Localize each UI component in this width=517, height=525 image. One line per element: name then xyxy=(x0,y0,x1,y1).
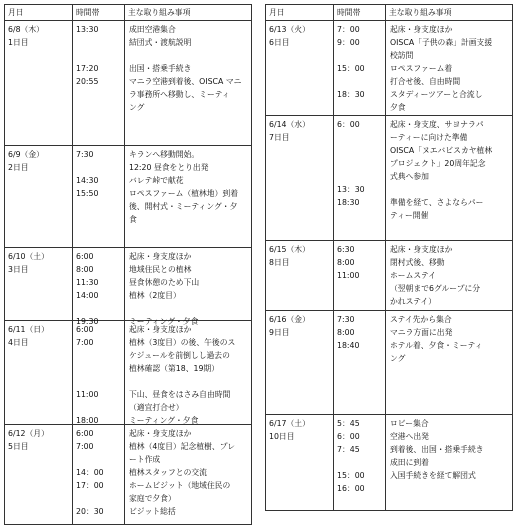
activity-cell xyxy=(125,425,251,524)
day-row xyxy=(5,146,251,248)
time-value: 18:00 xyxy=(76,416,99,425)
spacer xyxy=(129,49,249,62)
time-value: 15：00 xyxy=(337,64,365,73)
day-date: 6/12（月） xyxy=(8,429,49,438)
activity-line: 植林（4度目）記念植樹、プレ xyxy=(129,442,236,451)
spacer xyxy=(76,349,124,362)
activity-cell xyxy=(386,311,512,414)
activity-line: ホームステイ xyxy=(390,271,437,280)
activity-line: ング xyxy=(129,103,145,112)
time-value: 6:00 xyxy=(76,252,94,261)
activity-line: 植林（3度目）の後、午後のス xyxy=(129,338,236,347)
activity-line: 植林（2度目） xyxy=(129,291,181,300)
schedule-table-right xyxy=(265,4,513,511)
day-label: 7日目 xyxy=(269,133,290,142)
activity-line: ーティーに向けた準備 xyxy=(390,133,468,142)
spacer xyxy=(76,49,124,62)
day-row xyxy=(5,21,251,146)
time-value: 19:30 xyxy=(76,317,99,326)
day-date: 6/15（木） xyxy=(269,245,310,254)
day-label: 10日目 xyxy=(269,432,295,441)
day-row xyxy=(266,116,512,241)
activity-line: ミーティング・夕食 xyxy=(129,416,199,425)
time-cell xyxy=(334,21,386,115)
activity-line: 起床・身支度ほか xyxy=(129,252,192,261)
time-value: 18:30 xyxy=(337,198,360,207)
activity-line: 式典へ参加 xyxy=(390,172,429,181)
time-value: 5：45 xyxy=(337,419,360,428)
activity-line: 出国・搭乗手続き xyxy=(129,64,192,73)
activity-cell xyxy=(125,146,251,247)
activity-line: 入国手続きを経て解団式 xyxy=(390,471,476,480)
activity-line: 結団式・渡航説明 xyxy=(129,38,192,47)
day-label: 8日目 xyxy=(269,258,290,267)
time-value: 14:00 xyxy=(76,291,99,300)
spacer xyxy=(337,170,385,183)
day-cell xyxy=(5,425,73,524)
day-row xyxy=(266,415,512,510)
header-time: 時間帯 xyxy=(73,5,125,20)
activity-cell xyxy=(125,248,251,326)
day-cell xyxy=(5,321,73,424)
activity-cell xyxy=(386,21,512,115)
spacer xyxy=(76,401,124,414)
day-cell xyxy=(266,311,334,414)
time-value: 9：00 xyxy=(337,38,360,47)
activity-line: ロペスファーム着 xyxy=(390,64,453,73)
time-value: 7：00 xyxy=(337,25,360,34)
activity-line: 閉村式後、移動 xyxy=(390,258,445,267)
time-cell xyxy=(334,311,386,414)
time-value: 7：45 xyxy=(337,445,360,454)
time-value: 7:00 xyxy=(76,442,94,451)
activity-line: 起床・身支度ほか xyxy=(129,325,192,334)
day-cell xyxy=(5,248,73,320)
day-cell xyxy=(5,21,73,145)
header-activity: 主な取り組み事項 xyxy=(128,8,191,17)
time-cell xyxy=(73,146,125,247)
activity-line: ホテル着、夕食・ミーティ xyxy=(390,341,483,350)
activity-line: 打合せ後、自由時間 xyxy=(390,77,461,86)
activity-line: ケジュールを前倒しし過去の xyxy=(129,351,230,360)
activity-line: ロペスファーム（植林地）到着 xyxy=(129,189,238,198)
spacer xyxy=(337,49,385,62)
table-header xyxy=(266,5,512,21)
spacer xyxy=(337,456,385,469)
activity-line: 後、開村式・ミーティング・夕 xyxy=(129,202,238,211)
day-label: 2日目 xyxy=(8,163,29,172)
activity-cell xyxy=(125,321,251,424)
activity-line: ホームビジット（地域住民の xyxy=(129,481,231,490)
day-row xyxy=(5,248,251,326)
time-cell xyxy=(334,415,386,510)
header-activity: 主な取り組み事項 xyxy=(389,8,452,17)
activity-line: ート作成 xyxy=(129,455,161,464)
activity-line: かれステイ） xyxy=(390,297,437,306)
spacer xyxy=(76,453,124,466)
activity-line: ラ事務所へ移動し、ミーティ xyxy=(129,90,230,99)
activity-line: 準備を経て、さよならパー xyxy=(390,198,484,207)
time-value: 6：00 xyxy=(337,432,360,441)
time-value: 18：30 xyxy=(337,90,365,99)
spacer xyxy=(337,131,385,144)
day-date: 6/13（火） xyxy=(269,25,310,34)
day-row xyxy=(266,311,512,415)
day-cell xyxy=(266,415,334,510)
activity-line: 昼食休憩のため下山 xyxy=(129,278,200,287)
activity-line: 成田空港集合 xyxy=(129,25,176,34)
day-cell xyxy=(266,21,334,115)
activity-line: 12:20 昼食をとり出発 xyxy=(129,163,209,172)
activity-line: 成田に到着 xyxy=(390,458,429,467)
day-row xyxy=(5,425,251,524)
day-row xyxy=(266,21,512,116)
day-label: 3日目 xyxy=(8,265,29,274)
day-date: 6/9（金） xyxy=(8,150,44,159)
time-value: 13:30 xyxy=(76,25,99,34)
activity-line: 起床・身支度、サヨナラパ xyxy=(390,120,484,129)
time-cell xyxy=(334,116,386,240)
day-cell xyxy=(266,116,334,240)
day-label: 6日目 xyxy=(269,38,290,47)
time-cell xyxy=(334,241,386,310)
time-value: 6:00 xyxy=(76,429,94,438)
activity-cell xyxy=(125,21,251,145)
activity-line: ロビー集合 xyxy=(390,419,429,428)
spacer xyxy=(76,362,124,375)
spacer xyxy=(390,183,510,196)
time-cell xyxy=(73,21,125,145)
time-value: 11:00 xyxy=(76,390,99,399)
activity-cell xyxy=(386,241,512,310)
activity-cell xyxy=(386,415,512,510)
time-cell xyxy=(73,321,125,424)
time-cell xyxy=(73,425,125,524)
time-value: 17:20 xyxy=(76,64,99,73)
activity-cell xyxy=(386,116,512,240)
activity-line: スタディーツアーと合流し xyxy=(390,90,483,99)
spacer xyxy=(76,375,124,388)
time-value: 7:00 xyxy=(76,338,94,347)
time-value: 11:00 xyxy=(337,271,360,280)
time-value: 7:30 xyxy=(76,150,94,159)
activity-line: 地域住民との植林 xyxy=(129,265,192,274)
time-value: 6:00 xyxy=(76,325,94,334)
activity-line: ミーティング・夕食 xyxy=(129,317,199,326)
time-value: 6：00 xyxy=(337,120,360,129)
activity-line: マニラ方面に出発 xyxy=(390,328,453,337)
activity-line: 起床・身支度ほか xyxy=(390,25,453,34)
day-row xyxy=(5,321,251,425)
spacer xyxy=(337,144,385,157)
spacer xyxy=(337,157,385,170)
time-value: 8:00 xyxy=(337,328,355,337)
time-value: 20:55 xyxy=(76,77,99,86)
activity-line: ステイ先から集合 xyxy=(390,315,452,324)
activity-line: 空港へ出発 xyxy=(390,432,429,441)
time-value: 18:40 xyxy=(337,341,360,350)
activity-line: ビジット総括 xyxy=(129,507,176,516)
day-date: 6/10（土） xyxy=(8,252,49,261)
time-value: 11:30 xyxy=(76,278,99,287)
activity-line: バレテ峠で献花 xyxy=(129,176,184,185)
activity-line: 到着後、出国・搭乗手続き xyxy=(390,445,484,454)
activity-line: ング xyxy=(390,354,406,363)
activity-line: 家庭で夕食） xyxy=(129,494,176,503)
activity-line: 食 xyxy=(129,215,137,224)
schedule-table-left xyxy=(4,4,252,525)
day-cell xyxy=(5,146,73,247)
spacer xyxy=(337,75,385,88)
table-header xyxy=(5,5,251,21)
activity-line: 下山、昼食をはさみ自由時間 xyxy=(129,390,231,399)
activity-line: キランへ移動開始。 xyxy=(129,150,200,159)
time-value: 14:30 xyxy=(76,176,99,185)
day-label: 1日目 xyxy=(8,38,29,47)
spacer xyxy=(76,161,124,174)
activity-line: OISCA「子供の森」計画支援 xyxy=(390,38,493,47)
activity-line: （適宜打合せ） xyxy=(129,403,184,412)
day-date: 6/11（日） xyxy=(8,325,49,334)
time-value: 14：00 xyxy=(76,468,104,477)
spacer xyxy=(76,492,124,505)
activity-line: ティー開催 xyxy=(390,211,429,220)
day-date: 6/14（水） xyxy=(269,120,310,129)
activity-line: 校訪問 xyxy=(390,51,414,60)
time-value: 8:00 xyxy=(337,258,355,267)
activity-line: 植林スタッフとの交流 xyxy=(129,468,207,477)
time-cell xyxy=(73,248,125,326)
time-value: 15:50 xyxy=(76,189,99,198)
time-value: 6:30 xyxy=(337,245,355,254)
header-day: 月日 xyxy=(266,5,334,20)
time-value: 7:30 xyxy=(337,315,355,324)
day-date: 6/16（金） xyxy=(269,315,310,324)
activity-line: （翌朝まで6グループに分 xyxy=(390,284,481,293)
day-cell xyxy=(266,241,334,310)
time-value: 8:00 xyxy=(76,265,94,274)
activity-line: マニラ空港到着後、OISCA マニ xyxy=(129,77,242,86)
time-value: 20：30 xyxy=(76,507,104,516)
spacer xyxy=(129,302,249,315)
day-date: 6/17（土） xyxy=(269,419,310,428)
spacer xyxy=(129,375,249,388)
day-label: 4日目 xyxy=(8,338,29,347)
activity-line: 植林確認（第18、19期） xyxy=(129,364,220,373)
activity-line: 起床・身支度ほか xyxy=(390,245,453,254)
day-label: 9日目 xyxy=(269,328,290,337)
time-value: 13：30 xyxy=(337,185,365,194)
day-date: 6/8（木） xyxy=(8,25,44,34)
spacer xyxy=(76,36,124,49)
activity-line: プロジェクト」20周年記念 xyxy=(390,159,486,168)
time-value: 15：00 xyxy=(337,471,365,480)
activity-line: OISCA「ヌエバビスカヤ植林 xyxy=(390,146,493,155)
activity-line: 夕食 xyxy=(390,103,406,112)
header-day: 月日 xyxy=(5,5,73,20)
activity-line: 起床・身支度ほか xyxy=(129,429,192,438)
spacer xyxy=(76,302,124,315)
day-row xyxy=(266,241,512,311)
day-label: 5日目 xyxy=(8,442,29,451)
header-time: 時間帯 xyxy=(334,5,386,20)
time-value: 17：00 xyxy=(76,481,104,490)
time-value: 16：00 xyxy=(337,484,365,493)
